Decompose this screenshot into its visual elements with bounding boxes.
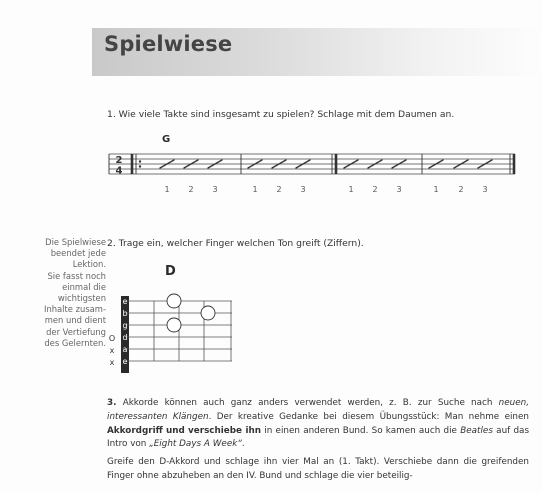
beat-number: 3 xyxy=(212,185,218,194)
string-label: a xyxy=(122,345,128,354)
rhythm-staff xyxy=(105,144,525,196)
string-label: d xyxy=(122,333,128,342)
side-note xyxy=(2,237,106,349)
task-number: 3. xyxy=(107,398,117,408)
beat-number: 2 xyxy=(458,185,464,194)
beat-number: 1 xyxy=(348,185,354,194)
task-2-text: 2. Trage ein, welcher Finger welchen Ton greift (Ziffern). xyxy=(107,238,364,249)
string-label: g xyxy=(122,321,128,330)
finger-circle xyxy=(201,306,215,320)
finger-circle xyxy=(167,318,181,332)
side-note-line: Lektion. xyxy=(72,259,106,270)
italic-text: Beatles xyxy=(460,425,493,436)
task-1-text: 1. Wie viele Takte sind insgesamt zu spielen? Schlage mit dem Daumen an. xyxy=(107,109,455,120)
beat-number: 3 xyxy=(482,185,488,194)
beat-number: 1 xyxy=(433,185,439,194)
text-run: . xyxy=(241,439,245,450)
beat-number: 3 xyxy=(300,185,306,194)
side-note-line: einmal die xyxy=(62,281,106,292)
side-note-line: des Gelernten. xyxy=(44,337,106,348)
muted-string-marker: x xyxy=(109,346,115,355)
time-sig-bottom: 4 xyxy=(115,165,123,177)
side-note-line: men und dient xyxy=(44,315,106,326)
bold-text: Akkordgriff xyxy=(107,425,163,436)
side-note-line: wichtigsten xyxy=(57,293,106,304)
chord-diagram-d xyxy=(104,289,234,373)
time-sig-top: 2 xyxy=(115,155,123,166)
side-note-line: beendet jede xyxy=(50,248,106,259)
chord-name-g: G xyxy=(162,134,171,145)
side-note-line: Inhalte zusam- xyxy=(43,304,106,315)
text-run: auf das Intro von xyxy=(107,425,530,450)
beat-number: 1 xyxy=(164,185,170,194)
open-string-marker: O xyxy=(108,334,116,343)
beat-number: 2 xyxy=(188,185,194,194)
beat-number: 2 xyxy=(276,185,282,194)
side-note-line: Sie fasst noch xyxy=(47,270,106,281)
task-3-paragraph-2: Greife den D-Akkord und schlage ihn vier Mal an (1. Takt). Verschiebe dann die greifenden Finger ohne abzuheben an den IV. Bund und schlage die vier beteilig- xyxy=(107,457,529,481)
muted-string-marker: x xyxy=(109,358,115,367)
italic-text: „Eight Days A Week“ xyxy=(149,439,242,450)
chord-name-d: D xyxy=(165,264,176,279)
task-3-text xyxy=(107,397,529,484)
string-label: b xyxy=(122,309,128,318)
text-run: in einen anderen Bund. So kamen auch die xyxy=(264,425,457,436)
string-label: e xyxy=(122,357,128,366)
bold-text: und xyxy=(165,425,185,436)
finger-circle xyxy=(167,294,181,308)
text-run: Akkorde können auch ganz anders verwendet werden, z. B. zur Suche nach xyxy=(122,398,493,408)
text-run: . Der kreative Gedanke bei diesem Übungsstück: Man nehme einen xyxy=(208,411,529,422)
bold-text: verschiebe ihn xyxy=(188,425,262,436)
beat-number: 3 xyxy=(396,185,402,194)
side-note-line: Die Spielwiese xyxy=(45,237,106,247)
italic-text: neuen, interessanten Klängen xyxy=(107,398,530,422)
string-label: e xyxy=(122,297,128,306)
side-note-line: der Vertiefung xyxy=(46,326,106,337)
page-title: Spielwiese xyxy=(104,32,233,56)
beat-number: 2 xyxy=(372,185,378,194)
beat-number: 1 xyxy=(252,185,258,194)
